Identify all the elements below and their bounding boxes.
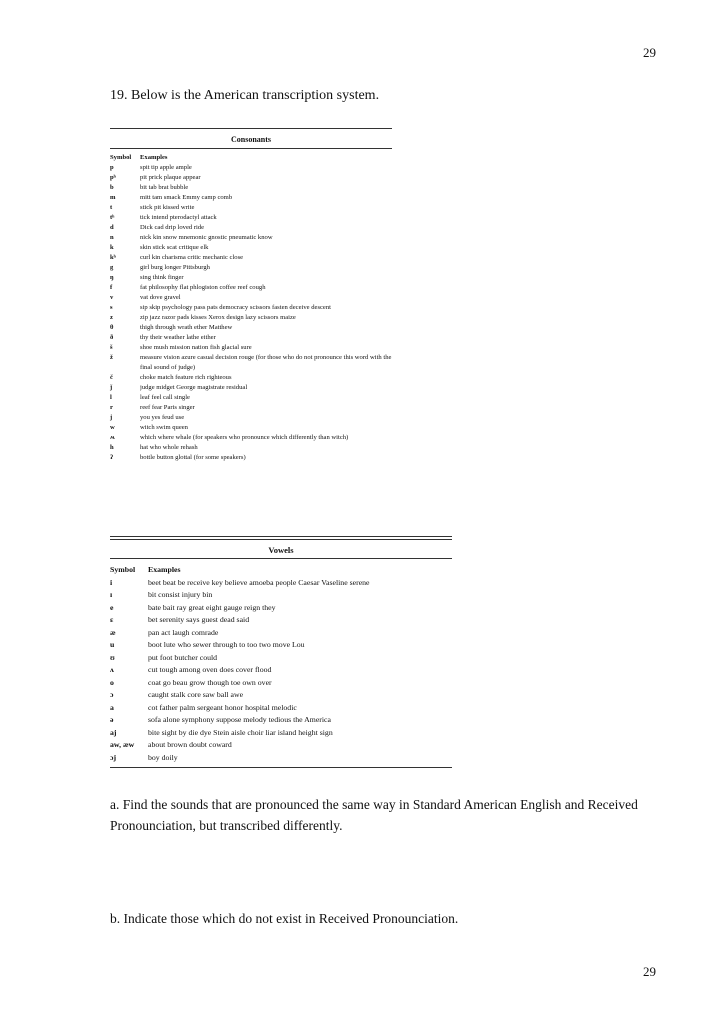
phonetic-symbol: i <box>110 577 113 587</box>
phonetic-symbol: ɪ <box>110 590 113 599</box>
phonetic-symbol: p <box>110 164 114 171</box>
example-words: choke match feature rich righteous <box>140 374 232 381</box>
phonetic-symbol: l <box>110 394 112 401</box>
table-row <box>110 393 392 403</box>
table-row <box>110 313 392 323</box>
phonetic-symbol: v <box>110 294 114 301</box>
header-symbol: Symbol <box>110 565 136 574</box>
table-row <box>110 423 392 433</box>
table-row <box>110 413 392 423</box>
example-words: hat who whole rehash <box>140 444 198 451</box>
table-row <box>110 233 392 243</box>
phonetic-symbol: ʊ <box>110 652 115 662</box>
phonetic-symbol: aj <box>110 727 117 737</box>
vowels-table <box>110 536 452 768</box>
example-words: thy their weather lathe either <box>140 334 216 341</box>
table-header-row <box>110 564 452 577</box>
table-row <box>110 223 392 233</box>
phonetic-symbol: z <box>110 314 113 321</box>
example-words: pan act laugh comrade <box>148 627 219 637</box>
table-row <box>110 213 392 223</box>
table-row <box>110 373 392 383</box>
question-a: a. Find the sounds that are pronounced the same way in Standard American English and Received Pronounciation, but transcribed differently. <box>110 797 638 833</box>
phonetic-symbol: pʰ <box>110 174 116 181</box>
example-words: vat dove gravel <box>140 294 181 301</box>
example-words: pit prick plaque appear <box>140 174 201 181</box>
example-words: bottle button glottal (for some speakers) <box>140 454 246 461</box>
table-row <box>110 283 392 293</box>
table-row <box>110 333 392 343</box>
example-words: boot lute who sewer through to too two move Lou <box>148 640 305 649</box>
example-words: tick intend pterodactyl attack <box>140 214 217 221</box>
table-row <box>110 273 392 283</box>
table-top-rule <box>110 536 452 540</box>
example-words: cut tough among oven does cover flood <box>148 665 272 674</box>
example-words: bit consist injury bin <box>148 590 213 599</box>
table-row <box>110 627 452 640</box>
table-row <box>110 173 392 183</box>
example-words: judge midget George magistrate residual <box>140 384 248 391</box>
phonetic-symbol: ð <box>110 334 114 341</box>
consonants-rows <box>110 163 392 463</box>
table-row <box>110 203 392 213</box>
phonetic-symbol: ʔ <box>110 454 113 461</box>
phonetic-symbol: o <box>110 677 114 687</box>
phonetic-symbol: ə <box>110 715 114 724</box>
example-words: spit tip apple ample <box>140 164 192 171</box>
table-row <box>110 383 392 393</box>
phonetic-symbol: č <box>110 374 113 381</box>
example-words: curl kin charisma critic mechanic close <box>140 254 244 261</box>
phonetic-symbol: ǰ <box>110 384 113 391</box>
example-words: boy doily <box>148 752 178 762</box>
example-words: zip jazz razor pads kisses Xerox design lazy scissors maize <box>140 314 296 321</box>
phonetic-symbol: aw, æw <box>110 740 135 749</box>
example-words: shoe mush mission nation fish glacial sure <box>140 344 252 351</box>
table-row <box>110 433 392 443</box>
phonetic-symbol: u <box>110 640 115 649</box>
table-row <box>110 353 392 373</box>
phonetic-symbol: r <box>110 404 113 411</box>
example-words: bate bait ray great eight gauge reign they <box>148 602 276 612</box>
example-words: reef fear Paris singer <box>140 404 195 411</box>
page-number-bottom: 29 <box>643 964 656 979</box>
phonetic-symbol: t <box>110 204 113 211</box>
table-row <box>110 727 452 740</box>
table-row <box>110 714 452 727</box>
phonetic-symbol: ɔj <box>110 752 117 762</box>
phonetic-symbol: ɔ <box>110 690 114 699</box>
example-words: Dick cad drip loved ride <box>140 224 205 231</box>
example-words: sofa alone symphony suppose melody tedious the America <box>148 715 331 724</box>
phonetic-symbol: ʌ <box>110 665 114 674</box>
table-row <box>110 323 392 333</box>
consonants-caption: Consonants <box>230 135 271 144</box>
table-header-rule <box>110 148 392 149</box>
table-row <box>110 403 392 413</box>
phonetic-symbol: f <box>110 284 113 291</box>
example-words: coat go beau grow though toe own over <box>148 677 272 687</box>
table-top-rule <box>110 128 392 129</box>
table-row <box>110 193 392 203</box>
phonetic-symbol: ŋ <box>110 274 114 281</box>
phonetic-symbol: d <box>110 224 114 231</box>
table-row <box>110 702 452 715</box>
table-row <box>110 183 392 193</box>
header-examples: Examples <box>140 154 168 161</box>
phonetic-symbol: j <box>110 414 113 421</box>
phonetic-symbol: w <box>110 424 115 431</box>
question-b: b. Indicate those which do not exist in Received Pronounciation. <box>110 911 459 926</box>
example-words: caught stalk core saw ball awe <box>148 690 244 699</box>
table-row <box>110 677 452 690</box>
example-words: mitt tam smack Emmy camp comb <box>140 194 233 201</box>
exercise-intro: 19. Below is the American transcription system. <box>110 88 380 103</box>
example-words: measure vision azure casual decision rouge (for those who do not pronounce this word with the final sound of judge) <box>140 354 392 371</box>
table-row <box>110 293 392 303</box>
example-words: cot father palm sergeant honor hospital melodic <box>148 702 297 712</box>
table-header-row <box>110 153 392 163</box>
consonants-table <box>110 128 392 463</box>
phonetic-symbol: s <box>110 304 113 311</box>
table-row <box>110 243 392 253</box>
example-words: nick kin snow mnemonic gnostic pneumatic know <box>140 234 273 241</box>
table-row <box>110 589 452 602</box>
phonetic-symbol: h <box>110 444 114 451</box>
example-words: bit tab brat bubble <box>140 184 189 191</box>
phonetic-symbol: tʰ <box>110 214 115 221</box>
example-words: witch swim queen <box>140 424 188 431</box>
phonetic-symbol: a <box>110 702 114 712</box>
header-symbol: Symbol <box>110 154 132 161</box>
example-words: sip skip psychology pass pats democracy scissors fasten deceive descent <box>140 304 331 311</box>
phonetic-symbol: θ <box>110 324 114 331</box>
example-words: thigh through wrath ether Matthew <box>140 324 233 331</box>
table-row <box>110 163 392 173</box>
table-row <box>110 614 452 627</box>
table-row <box>110 739 452 752</box>
table-row <box>110 752 452 765</box>
phonetic-symbol: ɛ <box>110 615 114 624</box>
table-row <box>110 253 392 263</box>
vowels-rows <box>110 577 452 765</box>
example-words: beet beat be receive key believe amoeba people Caesar Vaseline serene <box>148 577 370 587</box>
example-words: fat philosophy flat phlogiston coffee reef cough <box>140 284 266 291</box>
example-words: about brown doubt coward <box>148 740 232 749</box>
table-row <box>110 689 452 702</box>
vowels-caption: Vowels <box>268 545 294 555</box>
phonetic-symbol: ž <box>110 354 113 361</box>
phonetic-symbol: m <box>110 194 116 201</box>
phonetic-symbol: k <box>110 244 114 251</box>
example-words: sing think finger <box>140 274 184 281</box>
example-words: put foot butcher could <box>148 652 218 662</box>
table-bottom-rule <box>110 767 452 768</box>
table-row <box>110 664 452 677</box>
table-row <box>110 639 452 652</box>
phonetic-symbol: e <box>110 602 114 612</box>
example-words: bet serenity says guest dead said <box>148 615 250 624</box>
phonetic-symbol: g <box>110 264 114 271</box>
example-words: leaf feel call single <box>140 394 190 401</box>
header-examples: Examples <box>148 565 181 574</box>
phonetic-symbol: š <box>110 344 113 351</box>
table-row <box>110 652 452 665</box>
phonetic-symbol: kʰ <box>110 254 116 261</box>
table-row <box>110 602 452 615</box>
table-row <box>110 443 392 453</box>
example-words: bite sight by die dye Stein aisle choir liar island height sign <box>148 727 333 737</box>
phonetic-symbol: n <box>110 234 114 241</box>
table-row <box>110 453 392 463</box>
page-number-top: 29 <box>643 45 656 60</box>
table-row <box>110 577 452 590</box>
example-words: you yes feud use <box>140 414 185 421</box>
example-words: which where whale (for speakers who pronounce which differently than witch) <box>140 434 349 441</box>
phonetic-symbol: æ <box>110 627 116 637</box>
example-words: stick pit kissed write <box>140 204 195 211</box>
table-row <box>110 343 392 353</box>
phonetic-symbol: b <box>110 184 114 191</box>
table-header-rule <box>110 558 452 559</box>
phonetic-symbol: ʍ <box>110 434 115 441</box>
example-words: girl burg longer Pittsburgh <box>140 264 210 271</box>
table-row <box>110 303 392 313</box>
example-words: skin stick scat critique elk <box>140 244 209 251</box>
table-row <box>110 263 392 273</box>
